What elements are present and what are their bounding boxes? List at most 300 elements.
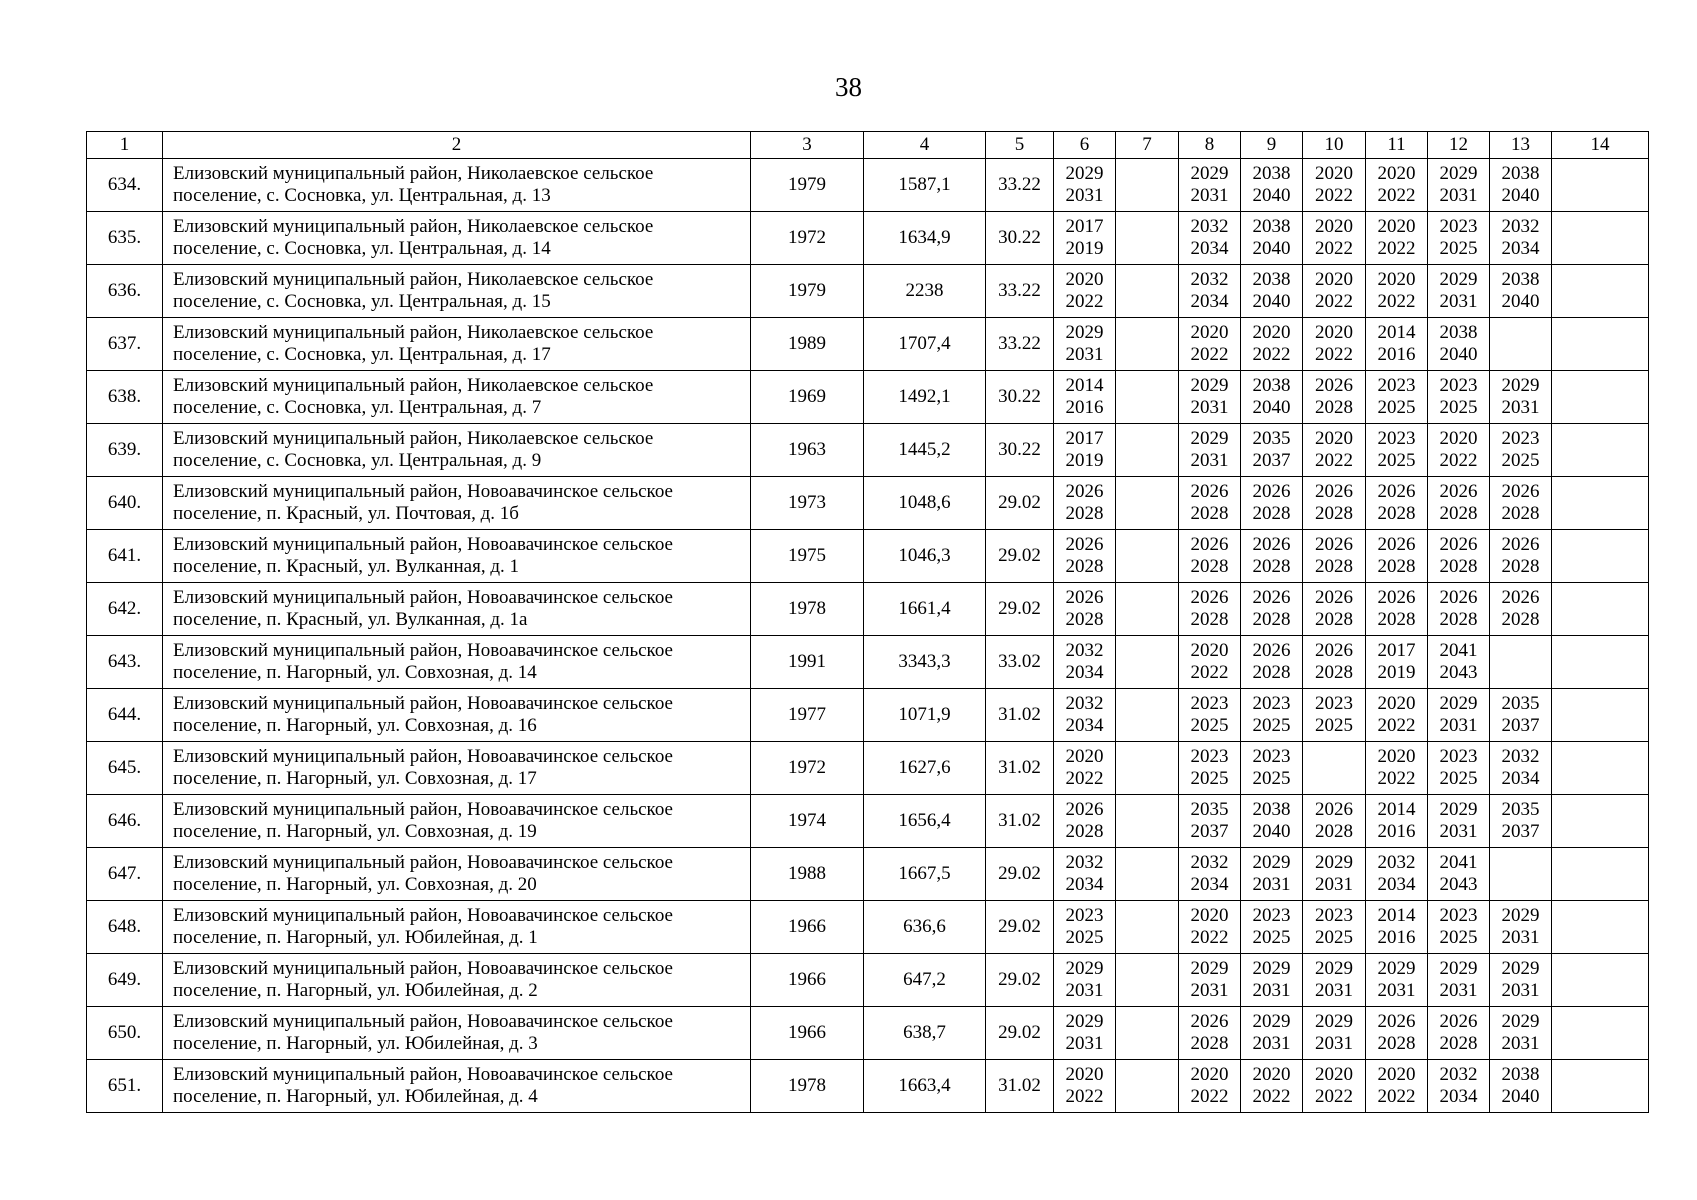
period-year: 2023 bbox=[1190, 746, 1229, 767]
period-year: 2023 bbox=[1439, 375, 1478, 396]
period-year: 2034 bbox=[1439, 1086, 1478, 1107]
period-year: 2025 bbox=[1315, 715, 1353, 736]
period-year: 2016 bbox=[1065, 397, 1104, 418]
period-year: 2028 bbox=[1252, 662, 1291, 683]
row-number: 635. bbox=[87, 212, 163, 265]
address-cell bbox=[163, 530, 751, 583]
code-cell: 33.02 bbox=[986, 636, 1054, 689]
period-year: 2022 bbox=[1065, 768, 1104, 789]
address-cell bbox=[163, 265, 751, 318]
column-header: 3 bbox=[751, 132, 864, 159]
period-year: 2041 bbox=[1439, 852, 1478, 873]
period-year: 2026 bbox=[1501, 587, 1540, 608]
period-cell-14 bbox=[1552, 848, 1649, 901]
period-cell-10 bbox=[1303, 159, 1366, 212]
page-number: 38 bbox=[835, 72, 862, 102]
period-year: 2029 bbox=[1439, 799, 1478, 820]
period-year: 2031 bbox=[1065, 344, 1104, 365]
period-year: 2028 bbox=[1315, 556, 1353, 577]
period-year: 2022 bbox=[1315, 238, 1353, 259]
period-year: 2023 bbox=[1252, 905, 1291, 926]
column-header: 7 bbox=[1116, 132, 1179, 159]
period-cell-7 bbox=[1116, 954, 1179, 1007]
code-cell: 29.02 bbox=[986, 530, 1054, 583]
row-number: 636. bbox=[87, 265, 163, 318]
address-cell bbox=[163, 848, 751, 901]
period-year: 2020 bbox=[1190, 640, 1229, 661]
table-row bbox=[87, 371, 1649, 424]
build-year-cell: 1979 bbox=[751, 159, 864, 212]
period-year: 2020 bbox=[1315, 269, 1353, 290]
period-year: 2028 bbox=[1501, 503, 1540, 524]
address-line: поселение, с. Сосновка, ул. Центральная, д. 13 bbox=[173, 185, 551, 206]
address-cell bbox=[163, 1007, 751, 1060]
period-year: 2034 bbox=[1065, 874, 1104, 895]
row-number: 646. bbox=[87, 795, 163, 848]
period-year: 2026 bbox=[1252, 534, 1291, 555]
period-cell-12 bbox=[1428, 530, 1490, 583]
code-cell: 33.22 bbox=[986, 265, 1054, 318]
period-year: 2020 bbox=[1377, 216, 1416, 237]
period-cell-10 bbox=[1303, 636, 1366, 689]
period-cell-7 bbox=[1116, 636, 1179, 689]
period-year: 2028 bbox=[1377, 609, 1416, 630]
table-row bbox=[87, 212, 1649, 265]
period-year: 2023 bbox=[1439, 746, 1478, 767]
period-year: 2034 bbox=[1190, 238, 1229, 259]
address-line: поселение, п. Нагорный, ул. Совхозная, д. 19 bbox=[173, 821, 537, 842]
period-year: 2026 bbox=[1190, 1011, 1229, 1032]
build-year-cell: 1972 bbox=[751, 212, 864, 265]
period-cell-14 bbox=[1552, 212, 1649, 265]
period-year: 2029 bbox=[1065, 163, 1104, 184]
period-cell-13 bbox=[1490, 477, 1552, 530]
period-cell-7 bbox=[1116, 795, 1179, 848]
area-cell: 1445,2 bbox=[864, 424, 986, 477]
period-cell-11 bbox=[1366, 424, 1428, 477]
period-cell-9 bbox=[1241, 318, 1303, 371]
period-cell-8 bbox=[1179, 530, 1241, 583]
period-year: 2025 bbox=[1252, 768, 1291, 789]
area-cell: 1663,4 bbox=[864, 1060, 986, 1113]
period-cell-6 bbox=[1054, 954, 1116, 1007]
period-cell-7 bbox=[1116, 530, 1179, 583]
area-cell: 1046,3 bbox=[864, 530, 986, 583]
period-year: 2023 bbox=[1065, 905, 1104, 926]
period-year: 2025 bbox=[1252, 715, 1291, 736]
period-year: 2025 bbox=[1501, 450, 1540, 471]
period-year: 2031 bbox=[1065, 980, 1104, 1001]
row-number: 643. bbox=[87, 636, 163, 689]
build-year-cell: 1974 bbox=[751, 795, 864, 848]
period-cell-13 bbox=[1490, 371, 1552, 424]
column-header: 11 bbox=[1366, 132, 1428, 159]
period-year: 2034 bbox=[1377, 874, 1416, 895]
period-cell-10 bbox=[1303, 689, 1366, 742]
period-year: 2038 bbox=[1252, 799, 1291, 820]
period-year: 2041 bbox=[1439, 640, 1478, 661]
period-year: 2023 bbox=[1252, 746, 1291, 767]
period-cell-6 bbox=[1054, 212, 1116, 265]
table-row bbox=[87, 318, 1649, 371]
address-line: поселение, с. Сосновка, ул. Центральная, д. 17 bbox=[173, 344, 551, 365]
period-year: 2040 bbox=[1252, 821, 1291, 842]
period-year: 2029 bbox=[1065, 958, 1104, 979]
period-year: 2031 bbox=[1501, 397, 1540, 418]
period-cell-10 bbox=[1303, 901, 1366, 954]
address-line: поселение, п. Нагорный, ул. Юбилейная, д. 4 bbox=[173, 1086, 538, 1107]
period-cell-13 bbox=[1490, 954, 1552, 1007]
period-year: 2020 bbox=[1377, 746, 1416, 767]
address-line: поселение, п. Красный, ул. Почтовая, д. 1б bbox=[173, 503, 519, 524]
period-year: 2017 bbox=[1065, 428, 1104, 449]
period-year: 2029 bbox=[1190, 428, 1229, 449]
period-year: 2034 bbox=[1501, 238, 1540, 259]
period-year: 2026 bbox=[1377, 587, 1416, 608]
period-year: 2026 bbox=[1065, 587, 1104, 608]
period-year: 2022 bbox=[1190, 1086, 1229, 1107]
period-cell-13 bbox=[1490, 530, 1552, 583]
period-cell-8 bbox=[1179, 477, 1241, 530]
period-year: 2026 bbox=[1065, 481, 1104, 502]
period-cell-11 bbox=[1366, 742, 1428, 795]
build-year-cell: 1966 bbox=[751, 1007, 864, 1060]
code-cell: 31.02 bbox=[986, 795, 1054, 848]
period-year: 2037 bbox=[1190, 821, 1229, 842]
build-year-cell: 1989 bbox=[751, 318, 864, 371]
period-cell-7 bbox=[1116, 901, 1179, 954]
code-cell: 29.02 bbox=[986, 901, 1054, 954]
column-header: 14 bbox=[1552, 132, 1649, 159]
period-year: 2020 bbox=[1190, 905, 1229, 926]
period-year: 2029 bbox=[1190, 958, 1229, 979]
period-cell-6 bbox=[1054, 477, 1116, 530]
period-cell-6 bbox=[1054, 159, 1116, 212]
area-cell: 1667,5 bbox=[864, 848, 986, 901]
address-line: Елизовский муниципальный район, Новоавачинское сельское bbox=[173, 905, 673, 926]
period-cell-13 bbox=[1490, 848, 1552, 901]
address-line: Елизовский муниципальный район, Новоавачинское сельское bbox=[173, 852, 673, 873]
period-year: 2035 bbox=[1501, 693, 1540, 714]
build-year-cell: 1972 bbox=[751, 742, 864, 795]
period-cell-8 bbox=[1179, 954, 1241, 1007]
period-year: 2020 bbox=[1315, 1064, 1353, 1085]
period-year: 2023 bbox=[1315, 693, 1353, 714]
housing-table bbox=[86, 131, 1649, 1113]
table-row bbox=[87, 424, 1649, 477]
period-year: 2031 bbox=[1439, 185, 1478, 206]
period-cell-14 bbox=[1552, 689, 1649, 742]
build-year-cell: 1973 bbox=[751, 477, 864, 530]
address-line: поселение, п. Нагорный, ул. Совхозная, д. 17 bbox=[173, 768, 537, 789]
period-cell-11 bbox=[1366, 689, 1428, 742]
period-year: 2023 bbox=[1439, 905, 1478, 926]
column-header: 12 bbox=[1428, 132, 1490, 159]
period-cell-12 bbox=[1428, 954, 1490, 1007]
period-cell-6 bbox=[1054, 795, 1116, 848]
table-row bbox=[87, 477, 1649, 530]
period-cell-13 bbox=[1490, 901, 1552, 954]
period-cell-7 bbox=[1116, 689, 1179, 742]
period-year: 2020 bbox=[1377, 163, 1416, 184]
address-line: поселение, п. Нагорный, ул. Юбилейная, д. 3 bbox=[173, 1033, 538, 1054]
period-cell-7 bbox=[1116, 583, 1179, 636]
period-cell-10 bbox=[1303, 795, 1366, 848]
period-year: 2020 bbox=[1439, 428, 1478, 449]
address-line: поселение, с. Сосновка, ул. Центральная, д. 7 bbox=[173, 397, 542, 418]
period-year: 2025 bbox=[1439, 397, 1478, 418]
area-cell: 1492,1 bbox=[864, 371, 986, 424]
period-cell-9 bbox=[1241, 795, 1303, 848]
period-cell-14 bbox=[1552, 636, 1649, 689]
period-cell-8 bbox=[1179, 901, 1241, 954]
period-year: 2032 bbox=[1065, 693, 1104, 714]
period-year: 2022 bbox=[1377, 238, 1416, 259]
address-line: поселение, с. Сосновка, ул. Центральная, д. 9 bbox=[173, 450, 542, 471]
code-cell: 30.22 bbox=[986, 371, 1054, 424]
address-line: поселение, п. Нагорный, ул. Совхозная, д. 20 bbox=[173, 874, 537, 895]
address-line: Елизовский муниципальный район, Новоавачинское сельское bbox=[173, 958, 673, 979]
table-row bbox=[87, 1007, 1649, 1060]
period-cell-12 bbox=[1428, 318, 1490, 371]
address-line: Елизовский муниципальный район, Николаевское сельское bbox=[173, 322, 654, 343]
period-year: 2029 bbox=[1439, 269, 1478, 290]
period-year: 2022 bbox=[1315, 344, 1353, 365]
period-year: 2014 bbox=[1377, 905, 1416, 926]
period-year: 2022 bbox=[1315, 185, 1353, 206]
period-year: 2022 bbox=[1315, 1086, 1353, 1107]
period-cell-9 bbox=[1241, 424, 1303, 477]
address-line: Елизовский муниципальный район, Новоавачинское сельское bbox=[173, 746, 673, 767]
period-cell-6 bbox=[1054, 742, 1116, 795]
build-year-cell: 1966 bbox=[751, 954, 864, 1007]
column-header: 8 bbox=[1179, 132, 1241, 159]
period-cell-14 bbox=[1552, 901, 1649, 954]
period-year: 2028 bbox=[1439, 556, 1478, 577]
period-cell-8 bbox=[1179, 212, 1241, 265]
period-cell-14 bbox=[1552, 1007, 1649, 1060]
period-year: 2026 bbox=[1252, 481, 1291, 502]
period-year: 2028 bbox=[1190, 556, 1229, 577]
address-line: поселение, п. Красный, ул. Вулканная, д. 1 bbox=[173, 556, 519, 577]
period-cell-12 bbox=[1428, 848, 1490, 901]
period-year: 2038 bbox=[1252, 375, 1291, 396]
period-year: 2031 bbox=[1252, 980, 1291, 1001]
column-header: 10 bbox=[1303, 132, 1366, 159]
period-year: 2026 bbox=[1190, 587, 1229, 608]
table-body bbox=[87, 159, 1649, 1113]
address-line: поселение, п. Нагорный, ул. Юбилейная, д. 1 bbox=[173, 927, 538, 948]
period-cell-9 bbox=[1241, 265, 1303, 318]
period-cell-14 bbox=[1552, 954, 1649, 1007]
period-year: 2020 bbox=[1377, 693, 1416, 714]
period-year: 2038 bbox=[1501, 1064, 1540, 1085]
period-year: 2022 bbox=[1252, 1086, 1291, 1107]
code-cell: 29.02 bbox=[986, 848, 1054, 901]
period-cell-12 bbox=[1428, 1007, 1490, 1060]
period-cell-6 bbox=[1054, 636, 1116, 689]
period-year: 2026 bbox=[1065, 799, 1104, 820]
area-cell: 638,7 bbox=[864, 1007, 986, 1060]
period-cell-14 bbox=[1552, 477, 1649, 530]
period-year: 2038 bbox=[1252, 269, 1291, 290]
period-year: 2034 bbox=[1190, 874, 1229, 895]
period-cell-7 bbox=[1116, 318, 1179, 371]
period-year: 2040 bbox=[1501, 1086, 1540, 1107]
row-number: 639. bbox=[87, 424, 163, 477]
period-cell-8 bbox=[1179, 583, 1241, 636]
address-line: Елизовский муниципальный район, Николаевское сельское bbox=[173, 163, 654, 184]
period-cell-11 bbox=[1366, 583, 1428, 636]
period-cell-8 bbox=[1179, 795, 1241, 848]
period-year: 2028 bbox=[1439, 503, 1478, 524]
column-header: 2 bbox=[163, 132, 751, 159]
period-year: 2025 bbox=[1190, 715, 1229, 736]
period-year: 2029 bbox=[1190, 163, 1229, 184]
address-cell bbox=[163, 636, 751, 689]
period-year: 2016 bbox=[1377, 821, 1416, 842]
period-cell-9 bbox=[1241, 689, 1303, 742]
period-cell-7 bbox=[1116, 1007, 1179, 1060]
column-header: 1 bbox=[87, 132, 163, 159]
period-cell-12 bbox=[1428, 424, 1490, 477]
period-year: 2019 bbox=[1377, 662, 1416, 683]
row-number: 634. bbox=[87, 159, 163, 212]
address-cell bbox=[163, 901, 751, 954]
period-year: 2031 bbox=[1439, 821, 1478, 842]
address-cell bbox=[163, 742, 751, 795]
period-cell-12 bbox=[1428, 477, 1490, 530]
column-header: 4 bbox=[864, 132, 986, 159]
period-year: 2029 bbox=[1439, 163, 1478, 184]
period-cell-6 bbox=[1054, 265, 1116, 318]
period-year: 2032 bbox=[1065, 640, 1104, 661]
table-row bbox=[87, 795, 1649, 848]
period-year: 2038 bbox=[1252, 216, 1291, 237]
period-year: 2025 bbox=[1439, 238, 1478, 259]
code-cell: 30.22 bbox=[986, 212, 1054, 265]
column-header: 5 bbox=[986, 132, 1054, 159]
period-year: 2040 bbox=[1252, 397, 1291, 418]
row-number: 637. bbox=[87, 318, 163, 371]
period-year: 2029 bbox=[1439, 958, 1478, 979]
period-year: 2028 bbox=[1190, 503, 1229, 524]
period-year: 2026 bbox=[1439, 534, 1478, 555]
table-row bbox=[87, 1060, 1649, 1113]
period-cell-9 bbox=[1241, 212, 1303, 265]
period-cell-6 bbox=[1054, 901, 1116, 954]
period-year: 2031 bbox=[1190, 397, 1229, 418]
period-cell-12 bbox=[1428, 265, 1490, 318]
period-year: 2028 bbox=[1377, 503, 1416, 524]
period-year: 2028 bbox=[1065, 821, 1104, 842]
period-year: 2031 bbox=[1501, 927, 1540, 948]
period-cell-11 bbox=[1366, 1007, 1428, 1060]
period-year: 2022 bbox=[1377, 768, 1416, 789]
period-year: 2031 bbox=[1315, 1033, 1353, 1054]
period-cell-11 bbox=[1366, 265, 1428, 318]
period-year: 2016 bbox=[1377, 344, 1416, 365]
period-cell-13 bbox=[1490, 1060, 1552, 1113]
period-cell-9 bbox=[1241, 742, 1303, 795]
period-cell-9 bbox=[1241, 583, 1303, 636]
period-year: 2031 bbox=[1315, 980, 1353, 1001]
period-cell-9 bbox=[1241, 1060, 1303, 1113]
period-year: 2026 bbox=[1501, 534, 1540, 555]
period-cell-8 bbox=[1179, 159, 1241, 212]
period-year: 2029 bbox=[1252, 852, 1291, 873]
period-year: 2022 bbox=[1377, 291, 1416, 312]
period-cell-14 bbox=[1552, 795, 1649, 848]
period-year: 2028 bbox=[1065, 503, 1104, 524]
period-year: 2028 bbox=[1377, 556, 1416, 577]
area-cell: 647,2 bbox=[864, 954, 986, 1007]
period-cell-6 bbox=[1054, 583, 1116, 636]
period-year: 2025 bbox=[1439, 927, 1478, 948]
period-cell-8 bbox=[1179, 318, 1241, 371]
period-cell-11 bbox=[1366, 530, 1428, 583]
period-year: 2028 bbox=[1315, 662, 1353, 683]
address-line: Елизовский муниципальный район, Николаевское сельское bbox=[173, 375, 654, 396]
period-year: 2037 bbox=[1252, 450, 1291, 471]
code-cell: 30.22 bbox=[986, 424, 1054, 477]
period-year: 2020 bbox=[1065, 269, 1104, 290]
period-cell-13 bbox=[1490, 689, 1552, 742]
period-year: 2038 bbox=[1501, 269, 1540, 290]
period-year: 2031 bbox=[1439, 291, 1478, 312]
period-year: 2025 bbox=[1252, 927, 1291, 948]
area-cell: 1587,1 bbox=[864, 159, 986, 212]
period-cell-11 bbox=[1366, 477, 1428, 530]
period-year: 2017 bbox=[1065, 216, 1104, 237]
build-year-cell: 1969 bbox=[751, 371, 864, 424]
period-cell-9 bbox=[1241, 477, 1303, 530]
period-cell-8 bbox=[1179, 689, 1241, 742]
table-row bbox=[87, 636, 1649, 689]
area-cell: 1656,4 bbox=[864, 795, 986, 848]
period-year: 2022 bbox=[1377, 185, 1416, 206]
period-year: 2022 bbox=[1252, 344, 1291, 365]
period-year: 2035 bbox=[1501, 799, 1540, 820]
period-year: 2040 bbox=[1439, 344, 1478, 365]
code-cell: 33.22 bbox=[986, 318, 1054, 371]
period-year: 2031 bbox=[1190, 185, 1229, 206]
period-year: 2028 bbox=[1377, 1033, 1416, 1054]
code-cell: 31.02 bbox=[986, 1060, 1054, 1113]
period-year: 2035 bbox=[1190, 799, 1229, 820]
period-year: 2023 bbox=[1377, 428, 1416, 449]
period-cell-8 bbox=[1179, 1060, 1241, 1113]
area-cell: 1048,6 bbox=[864, 477, 986, 530]
period-cell-8 bbox=[1179, 636, 1241, 689]
period-cell-11 bbox=[1366, 371, 1428, 424]
period-year: 2040 bbox=[1501, 185, 1540, 206]
period-year: 2019 bbox=[1065, 450, 1104, 471]
build-year-cell: 1978 bbox=[751, 1060, 864, 1113]
period-year: 2026 bbox=[1190, 534, 1229, 555]
address-line: Елизовский муниципальный район, Новоавачинское сельское bbox=[173, 693, 673, 714]
period-year: 2031 bbox=[1190, 450, 1229, 471]
period-year: 2028 bbox=[1190, 609, 1229, 630]
period-year: 2026 bbox=[1439, 587, 1478, 608]
period-cell-12 bbox=[1428, 583, 1490, 636]
period-year: 2017 bbox=[1377, 640, 1416, 661]
period-year: 2022 bbox=[1377, 715, 1416, 736]
period-cell-6 bbox=[1054, 689, 1116, 742]
period-year: 2020 bbox=[1252, 322, 1291, 343]
period-cell-11 bbox=[1366, 1060, 1428, 1113]
period-year: 2026 bbox=[1252, 640, 1291, 661]
